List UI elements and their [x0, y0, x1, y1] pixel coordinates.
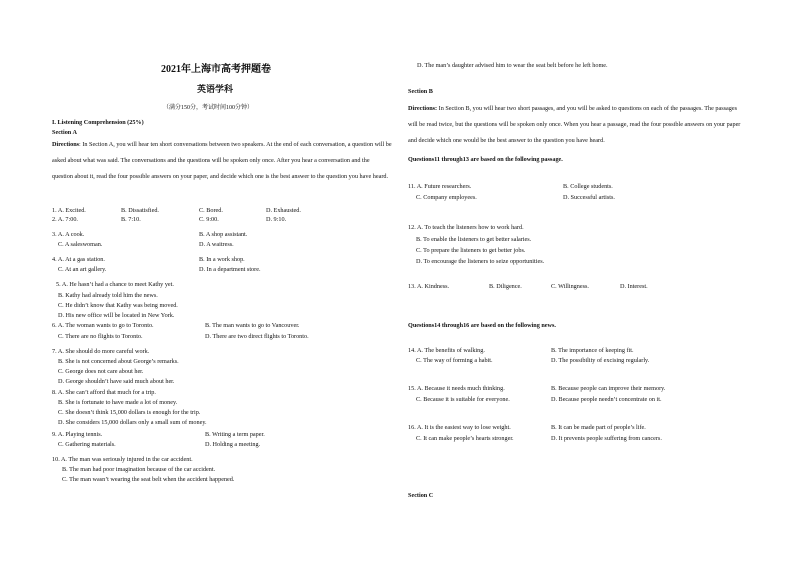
page-title: 2021年上海市高考押题卷	[161, 64, 271, 75]
q2-option-d: D. 9:10.	[266, 216, 287, 223]
q12-option-b: B. To enable the listeners to get better salaries.	[416, 236, 532, 243]
q7-option-c: C. George does not care about her.	[58, 368, 144, 375]
q4-option-c: C. At an art gallery.	[58, 266, 107, 273]
subject-title: 英语学科	[197, 84, 234, 94]
q3-option-b: B. A shop assistant.	[199, 231, 248, 238]
q2-option-c: C. 9:00.	[199, 216, 219, 223]
q11-option-c: C. Company employees.	[416, 194, 477, 201]
q5-option-b: B. Kathy had already told him the news.	[58, 292, 158, 299]
q15-option-a: 15. A. Because it needs much thinking.	[408, 385, 505, 392]
q5-option-c: C. He didn’t know that Kathy was being moved.	[58, 302, 178, 309]
passage-heading-1: Questions11 through13 are based on the following passage.	[408, 156, 563, 163]
q12-option-d: D. To encourage the listeners to seize opportunities.	[416, 258, 545, 265]
q16-option-a: 16. A. It is the easiest way to lose weight.	[408, 424, 511, 431]
q3-option-c: C. A saleswoman.	[58, 241, 103, 248]
section-b-heading: Section B	[408, 88, 433, 95]
q2-option-b: B. 7:10.	[121, 216, 141, 223]
q9-option-d: D. Holding a meeting.	[205, 441, 261, 448]
section-c-heading: Section C	[408, 492, 434, 499]
q1-option-c: C. Bored.	[199, 207, 223, 214]
q8-option-a: 8. A. She can’t afford that much for a trip.	[52, 389, 156, 396]
exam-note: （满分150分，考试时间100分钟）	[163, 105, 254, 111]
section-a-directions	[52, 137, 392, 185]
q14-option-d: D. The possibility of excising regularly.	[551, 357, 650, 364]
q13-option-a: 13. A. Kindness.	[408, 283, 450, 290]
q1-option-d: D. Exhausted.	[266, 207, 301, 214]
q15-option-c: C. Because it is suitable for everyone.	[416, 396, 510, 403]
q13-option-b: B. Diligence.	[489, 283, 522, 290]
q3-option-a: 3. A. A cook.	[52, 231, 85, 238]
q15-option-d: D. Because people needn’t concentrate on it.	[551, 396, 662, 403]
q9-option-c: C. Gathering materials.	[58, 441, 116, 448]
q13-option-c: C. Willingness.	[551, 283, 589, 290]
q10-option-b: B. The man had poor imagination because of the car accident.	[62, 466, 216, 473]
q4-option-d: D. In a department store.	[199, 266, 261, 273]
q3-option-d: D. A waitress.	[199, 241, 234, 248]
q13-option-d: D. Interest.	[620, 283, 648, 290]
passage-heading-2: Questions14 through16 are based on the following news.	[408, 322, 556, 329]
q1-option-b: B. Dissatisfied.	[121, 207, 159, 214]
q10-option-d: D. The man’s daughter advised him to wear the seat belt before he left home.	[417, 62, 608, 69]
q12-option-a: 12. A. To teach the listeners how to work hard.	[408, 224, 524, 231]
q8-option-d: D. She considers 15,000 dollars only a small sum of money.	[58, 419, 207, 426]
q11-option-b: B. College students.	[563, 183, 613, 190]
q10-option-c: C. The man wasn’t wearing the seat belt when the accident happened.	[62, 476, 235, 483]
directions-text: : In Section A, you will hear ten short conversations between two speakers. At the end of each conversation, a question will be asked about what was said. The conversations and the questions will be spoken only once. After you hear a conversation and the question about it, read the four possible answers on your paper, and decide which one is the best answer to the question you have heard.	[52, 141, 392, 180]
q7-option-d: D. George shouldn’t have said much about her.	[58, 378, 175, 385]
directions-label: Directions:	[408, 105, 438, 112]
q5-option-a: 5. A. He hasn’t had a chance to meet Kathy yet.	[56, 281, 174, 288]
q6-option-a: 6. A. The woman wants to go to Toronto.	[52, 322, 154, 329]
q14-option-c: C. The way of forming a habit.	[416, 357, 493, 364]
q14-option-b: B. The importance of keeping fit.	[551, 347, 634, 354]
q16-option-d: D. It prevents people suffering from cancers.	[551, 435, 662, 442]
q6-option-d: D. There are two direct flights to Toronto.	[205, 333, 309, 340]
part-heading: I. Listening Comprehension (25%)	[52, 119, 144, 126]
q11-option-d: D. Successful artists.	[563, 194, 615, 201]
q8-option-c: C. She doesn’t think 15,000 dollars is enough for the trip.	[58, 409, 201, 416]
q14-option-a: 14. A. The benefits of walking.	[408, 347, 485, 354]
q10-option-a: 10. A. The man was seriously injured in the car accident.	[52, 456, 193, 463]
q4-option-b: B. In a work shop.	[199, 256, 245, 263]
q8-option-b: B. She is fortunate to have made a lot of money.	[58, 399, 178, 406]
q4-option-a: 4. A. At a gas station.	[52, 256, 105, 263]
q9-option-b: B. Writing a term paper.	[205, 431, 265, 438]
q11-option-a: 11. A. Future researchers.	[408, 183, 472, 190]
q5-option-d: D. His new office will be located in New York.	[58, 312, 175, 319]
q1-option-a: 1. A. Excited.	[52, 207, 86, 214]
q6-option-b: B. The man wants to go to Vancouver.	[205, 322, 300, 329]
section-b-directions	[408, 101, 741, 149]
q12-option-c: C. To prepare the listeners to get better jobs.	[416, 247, 526, 254]
section-a-heading: Section A	[52, 129, 77, 136]
q7-option-a: 7. A. She should do more careful work.	[52, 348, 150, 355]
q6-option-c: C. There are no flights to Toronto.	[58, 333, 143, 340]
q9-option-a: 9. A. Playing tennis.	[52, 431, 103, 438]
q15-option-b: B. Because people can improve their memory.	[551, 385, 666, 392]
q7-option-b: B. She is not concerned about George’s remarks.	[58, 358, 179, 365]
directions-text: In Section B, you will hear two short passages, and you will be asked to questions on each of the passages. The passages will be read twice, but the questions will be spoken only once. When you hear a passage, read the four possible answers on your paper and decide which one would be the best answer to the question you have heard.	[408, 105, 741, 144]
q2-option-a: 2. A. 7:00.	[52, 216, 78, 223]
q16-option-c: C. It can make people’s hearts stronger.	[416, 435, 514, 442]
q16-option-b: B. It can be made part of people’s life.	[551, 424, 646, 431]
directions-label: Directions	[52, 141, 80, 148]
